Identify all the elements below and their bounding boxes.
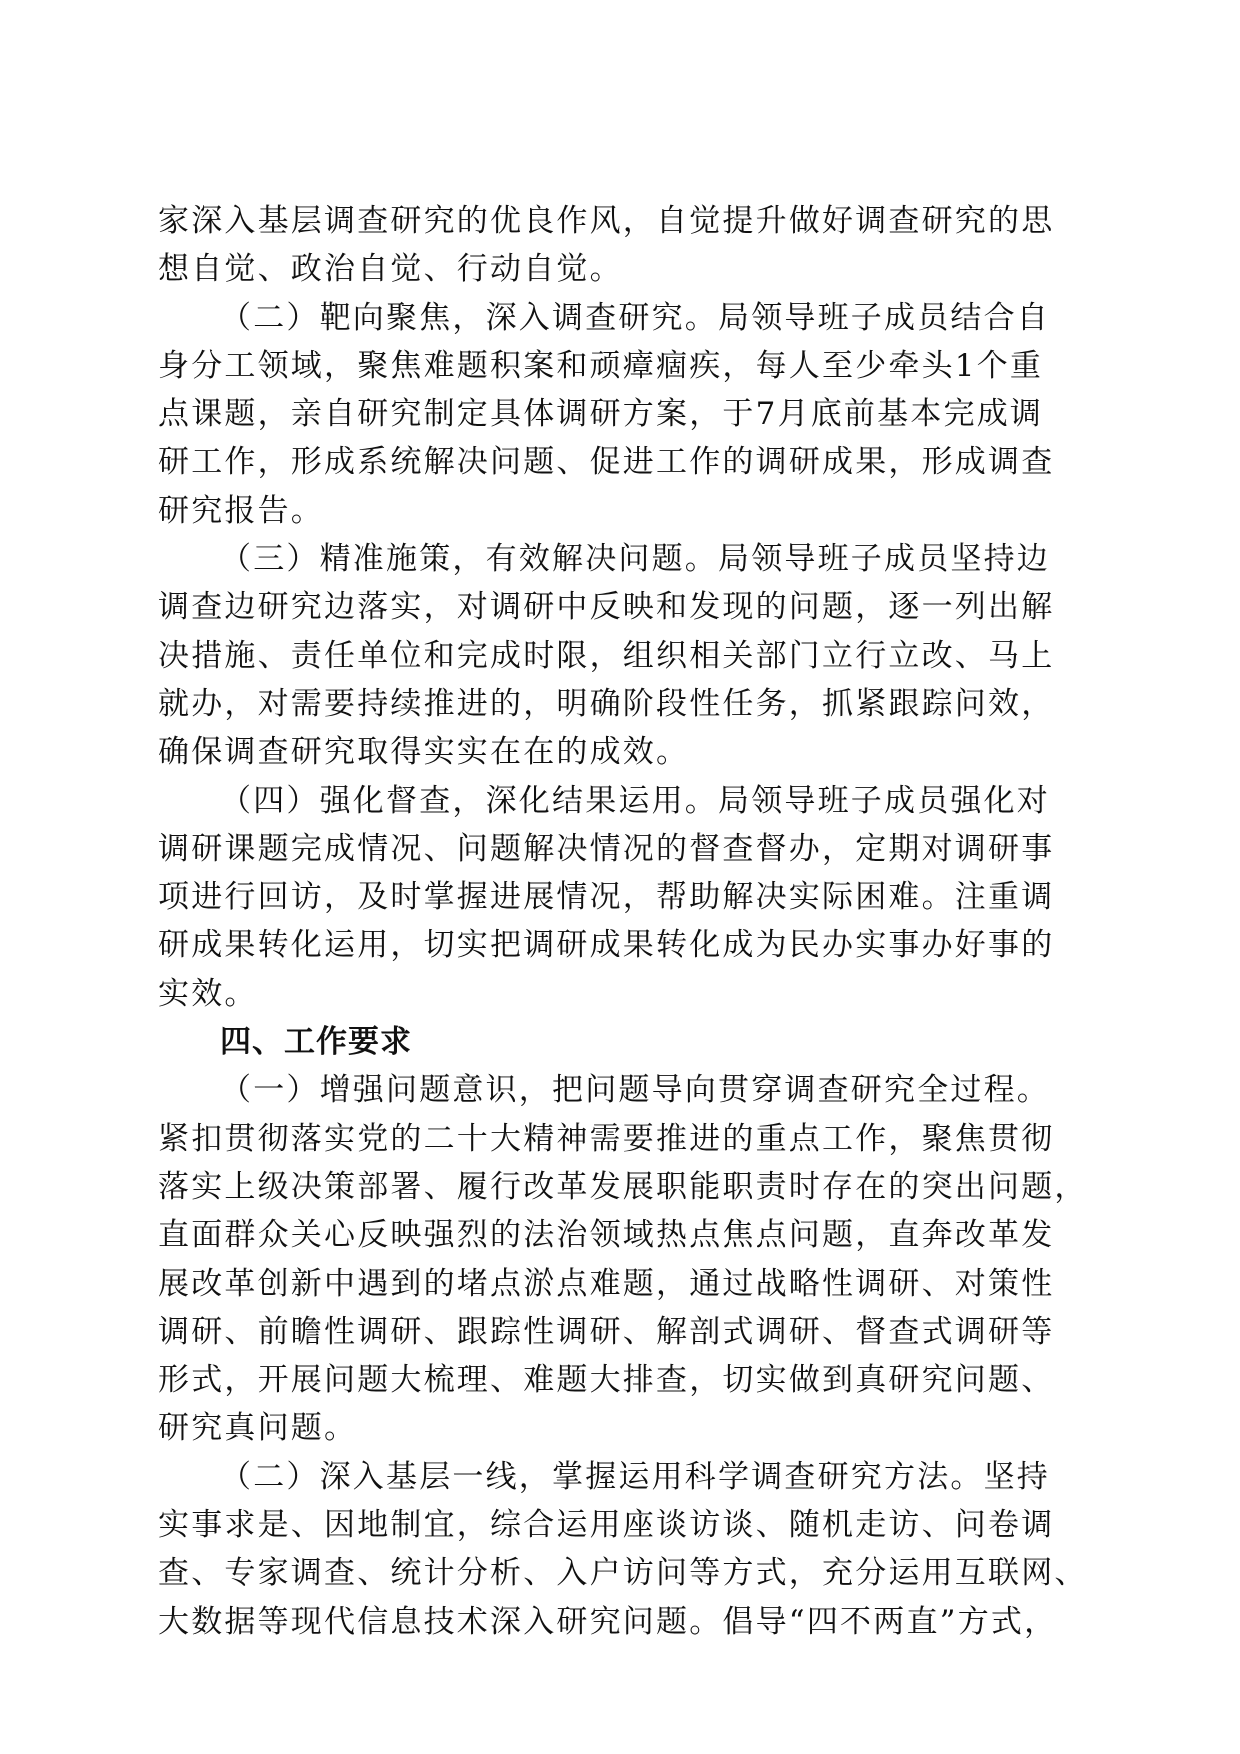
text-line: 实效。 xyxy=(158,975,258,1012)
text-line: 身分工领域，聚焦难题积案和顽瘴痼疾，每人至少牵头1个重 xyxy=(158,347,1044,384)
text-line: 形式，开展问题大梳理、难题大排查，切实做到真研究问题、 xyxy=(158,1362,1055,1399)
text-line: （三）精准施策，有效解决问题。局领导班子成员坚持边 xyxy=(220,541,1050,578)
text-line: （一）增强问题意识，把问题导向贯穿调查研究全过程。 xyxy=(220,1072,1050,1109)
section-heading: 四、工作要求 xyxy=(220,1024,412,1061)
text-line: 展改革创新中遇到的堵点淤点难题，通过战略性调研、对策性 xyxy=(158,1265,1055,1302)
text-line: 调研、前瞻性调研、跟踪性调研、解剖式调研、督查式调研等 xyxy=(158,1313,1055,1350)
text-line: 研成果转化运用，切实把调研成果转化成为民办实事办好事的 xyxy=(158,927,1055,964)
text-line: （二）靶向聚焦，深入调查研究。局领导班子成员结合自 xyxy=(220,299,1050,336)
text-line: 大数据等现代信息技术深入研究问题。倡导“四不两直”方式， xyxy=(158,1603,1058,1640)
text-line: 就办，对需要持续推进的，明确阶段性任务，抓紧跟踪问效， xyxy=(158,685,1055,722)
text-line: 紧扣贯彻落实党的二十大精神需要推进的重点工作，聚焦贯彻 xyxy=(158,1120,1055,1157)
text-line: （四）强化督查，深化结果运用。局领导班子成员强化对 xyxy=(220,782,1050,819)
text-line: 确保调查研究取得实实在在的成效。 xyxy=(158,734,690,771)
document-body xyxy=(158,197,1088,1646)
text-line: 调研课题完成情况、问题解决情况的督查督办，定期对调研事 xyxy=(158,830,1055,867)
text-line: 实事求是、因地制宜，综合运用座谈访谈、随机走访、问卷调 xyxy=(158,1507,1055,1544)
text-line: 直面群众关心反映强烈的法治领域热点焦点问题，直奔改革发 xyxy=(158,1217,1055,1254)
text-line: 想自觉、政治自觉、行动自觉。 xyxy=(158,251,623,288)
text-line: 研工作，形成系统解决问题、促进工作的调研成果，形成调查 xyxy=(158,444,1055,481)
text-line: 落实上级决策部署、履行改革发展职能职责时存在的突出问题， xyxy=(158,1168,1088,1205)
text-line: （二）深入基层一线，掌握运用科学调查研究方法。坚持 xyxy=(220,1458,1050,1495)
text-line: 家深入基层调查研究的优良作风，自觉提升做好调查研究的思 xyxy=(158,203,1055,239)
text-line: 决措施、责任单位和完成时限，组织相关部门立行立改、马上 xyxy=(158,637,1055,674)
text-line: 研究真问题。 xyxy=(158,1410,358,1447)
text-line: 查、专家调查、统计分析、入户访问等方式，充分运用互联网、 xyxy=(158,1555,1088,1592)
text-line: 研究报告。 xyxy=(158,492,324,529)
text-line: 项进行回访，及时掌握进展情况，帮助解决实际困难。注重调 xyxy=(158,879,1055,916)
text-line: 调查边研究边落实，对调研中反映和发现的问题，逐一列出解 xyxy=(158,589,1055,626)
text-line: 点课题，亲自研究制定具体调研方案，于7月底前基本完成调 xyxy=(158,396,1044,433)
